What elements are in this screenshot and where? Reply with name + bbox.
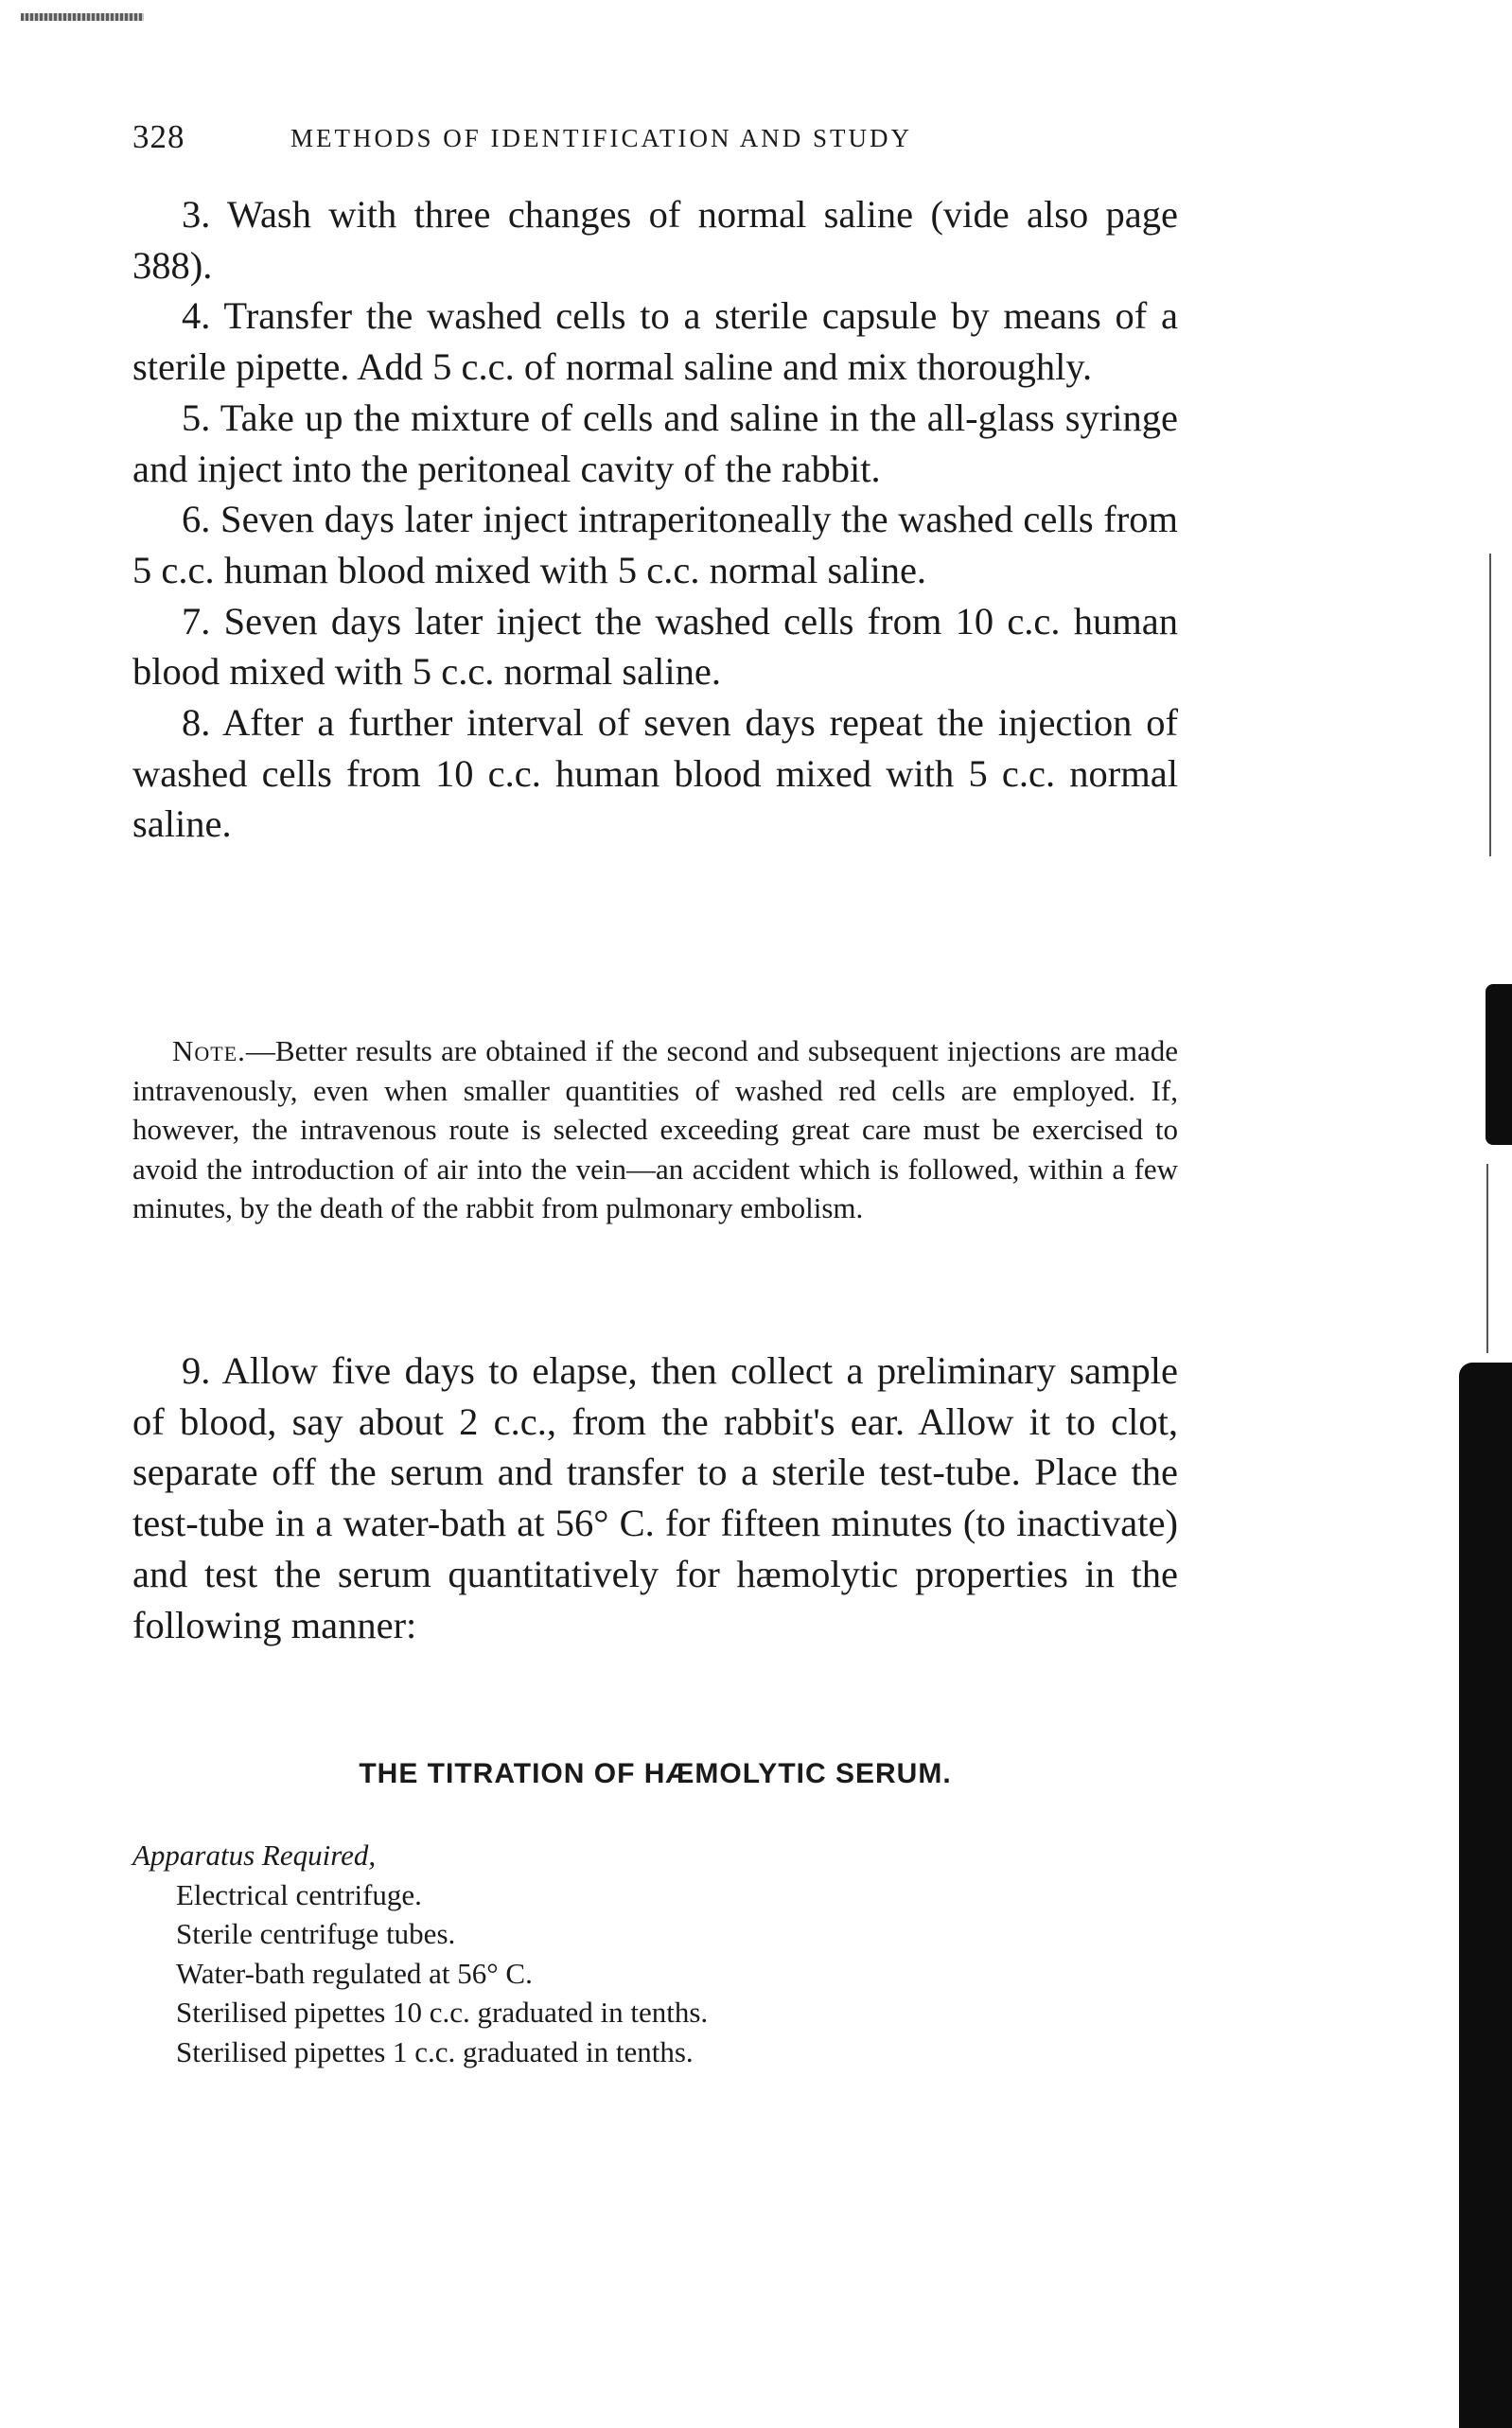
step-number: 4.	[182, 294, 211, 338]
step-text: Wash with three changes of normal saline (vide also page 388).	[132, 193, 1178, 287]
step-8	[132, 697, 1178, 850]
step-number: 7.	[182, 599, 211, 642]
step-text: Seven days later inject intraperitoneally the washed cells from 5 c.c. human blood mixed with 5 c.c. normal saline.	[132, 498, 1179, 591]
procedure-steps	[132, 189, 1178, 850]
note-dash: —	[245, 1034, 275, 1067]
step-number: 8.	[182, 701, 211, 745]
note-label: Note.	[172, 1034, 246, 1067]
step-number: 3.	[182, 193, 211, 236]
step-text: After a further interval of seven days repeat the injection of washed cells from 10 c.c. human blood mixed with 5 c.c. normal saline.	[132, 701, 1179, 846]
step-4	[132, 290, 1178, 392]
apparatus-list	[132, 1875, 1178, 2072]
step-text: Take up the mixture of cells and saline in the all-glass syringe and inject into the peritoneal cavity of the rabbit.	[132, 396, 1178, 490]
section-heading: THE TITRATION OF HÆMOLYTIC SERUM.	[359, 1758, 952, 1789]
step-text: Seven days later inject the washed cells from 10 c.c. human blood mixed with 5 c.c. normal saline.	[132, 599, 1178, 694]
apparatus-item: Sterile centrifuge tubes.	[176, 1917, 456, 1950]
scan-edge-line	[1486, 1164, 1488, 1353]
step-9	[132, 1346, 1178, 1650]
page-number: 328	[132, 118, 185, 155]
step-7	[132, 596, 1178, 697]
procedure-steps-continued	[132, 1346, 1178, 1650]
step-text: Transfer the washed cells to a sterile capsule by means of a sterile pipette. Add 5 c.c. of normal saline and mix thoroughly.	[132, 294, 1178, 389]
apparatus-item: Sterilised pipettes 10 c.c. graduated in tenths.	[176, 1996, 709, 2029]
step-number: 9.	[182, 1349, 211, 1392]
running-header	[132, 118, 1173, 156]
scan-edge-shadow	[1459, 1363, 1512, 2428]
apparatus-item: Water-bath regulated at 56° C.	[176, 1956, 533, 1990]
running-title: METHODS OF IDENTIFICATION AND STUDY	[290, 124, 912, 152]
note-paragraph	[132, 1031, 1178, 1228]
apparatus-item: Sterilised pipettes 1 c.c. graduated in tenths.	[176, 2034, 694, 2068]
scan-artifact	[21, 13, 144, 21]
apparatus-item: Electrical centrifuge.	[176, 1877, 422, 1911]
scan-edge-shadow	[1486, 984, 1512, 1145]
step-6	[132, 494, 1178, 595]
step-text: Allow five days to elapse, then collect a preliminary sample of blood, say about 2 c.c., from the rabbit's ear. Allow it to clot, separate off the serum and transfer to a sterile test-tube. Place the test-tube in a water-bath at 56° C. for fifteen minutes (to inactivate) and test the serum quantitatively for hæmolytic properties in the following manner:	[132, 1349, 1179, 1646]
note-text: Better results are obtained if the second and subsequent injections are made intravenously, even when smaller quantities of washed red cells are employed. If, however, the intravenous route is selected exceeding great care must be exercised to avoid the introduction of air into the vein—an accident which is followed, within a few minutes, by the death of the rabbit from pulmonary embolism.	[132, 1034, 1178, 1224]
apparatus-section	[132, 1836, 1178, 2071]
apparatus-heading: Apparatus Required,	[132, 1839, 377, 1872]
scan-edge-line	[1489, 554, 1491, 856]
step-3	[132, 189, 1178, 290]
step-number: 6.	[182, 498, 211, 541]
step-number: 5.	[182, 396, 211, 439]
step-5	[132, 393, 1178, 494]
